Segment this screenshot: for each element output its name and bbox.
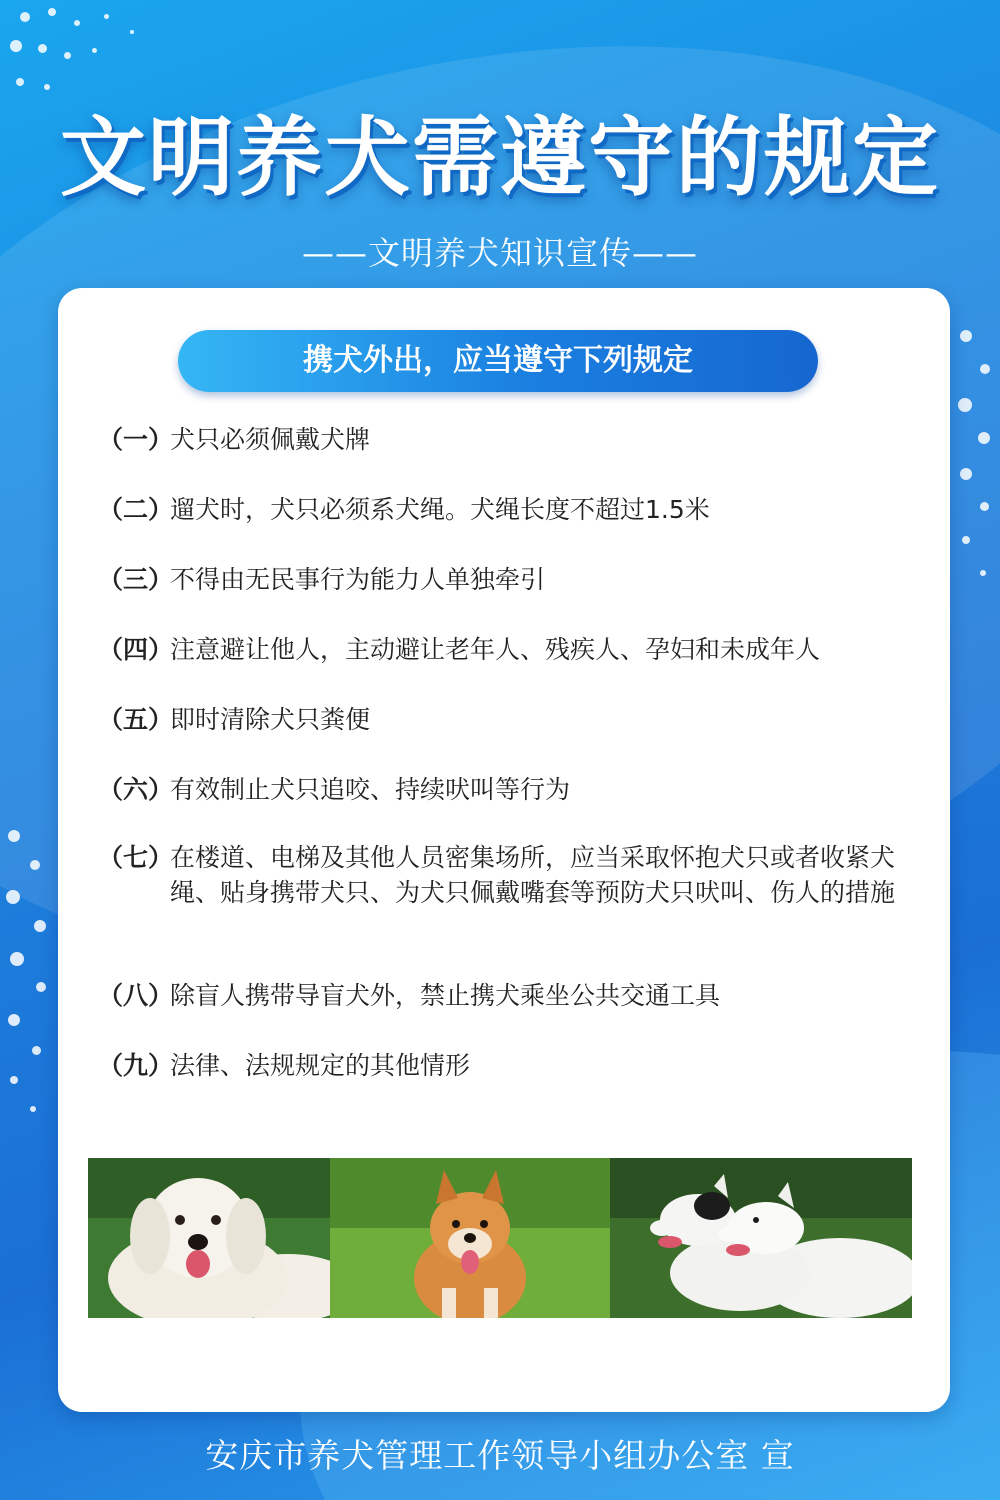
rule-text: 法律、法规规定的其他情形 (170, 1051, 471, 1080)
rule-number: （三） (98, 565, 174, 594)
rule-text: 在楼道、电梯及其他人员密集场所，应当采取怀抱犬只或者收紧犬绳、贴身携带犬只、为犬只佩戴嘴套等预防犬只吠叫、伤人的措施 (170, 843, 896, 907)
rule-number: （一） (98, 425, 174, 454)
rule-number: （七） (98, 843, 174, 872)
rule-text: 注意避让他人，主动避让老年人、残疾人、孕妇和未成年人 (170, 635, 821, 664)
rule-item (98, 978, 928, 1013)
poster-subtitle: ——文明养犬知识宣传—— (301, 234, 698, 272)
rule-item (98, 772, 928, 807)
rule-number: （八） (98, 981, 174, 1010)
rule-text: 不得由无民事行为能力人单独牵引 (170, 565, 546, 594)
rule-number: （四） (98, 635, 174, 664)
rule-item (98, 840, 928, 910)
rule-text: 即时清除犬只粪便 (170, 705, 371, 734)
rule-text: 犬只必须佩戴犬牌 (170, 425, 371, 454)
rule-number: （六） (98, 775, 174, 804)
publisher-footer: 安庆市养犬管理工作领导小组办公室 宣 (205, 1436, 795, 1475)
rule-text: 遛犬时，犬只必须系犬绳。犬绳长度不超过1.5米 (170, 495, 710, 524)
rule-number: （五） (98, 705, 174, 734)
dog-photo-strip (88, 1158, 912, 1318)
rule-text: 除盲人携带导盲犬外，禁止携犬乘坐公共交通工具 (170, 981, 721, 1010)
dot-pattern-left (0, 820, 60, 1140)
rule-text: 有效制止犬只追咬、持续吠叫等行为 (170, 775, 571, 804)
rule-number: （九） (98, 1051, 174, 1080)
rule-item (98, 562, 928, 597)
shiba-puppy-photo (330, 1158, 610, 1318)
rule-item (98, 422, 928, 457)
content-card (58, 288, 950, 1412)
poster-title: 文明养犬需遵守的规定 (60, 108, 940, 208)
rule-item (98, 702, 928, 737)
rule-item (98, 632, 928, 667)
rule-number: （二） (98, 495, 174, 524)
rule-item (98, 492, 928, 527)
rule-item (98, 1048, 928, 1083)
two-white-dogs-photo (610, 1158, 912, 1318)
section-heading: 携犬外出，应当遵守下列规定 (178, 330, 818, 392)
dot-pattern-right (950, 320, 1000, 620)
white-retriever-photo (88, 1158, 330, 1318)
